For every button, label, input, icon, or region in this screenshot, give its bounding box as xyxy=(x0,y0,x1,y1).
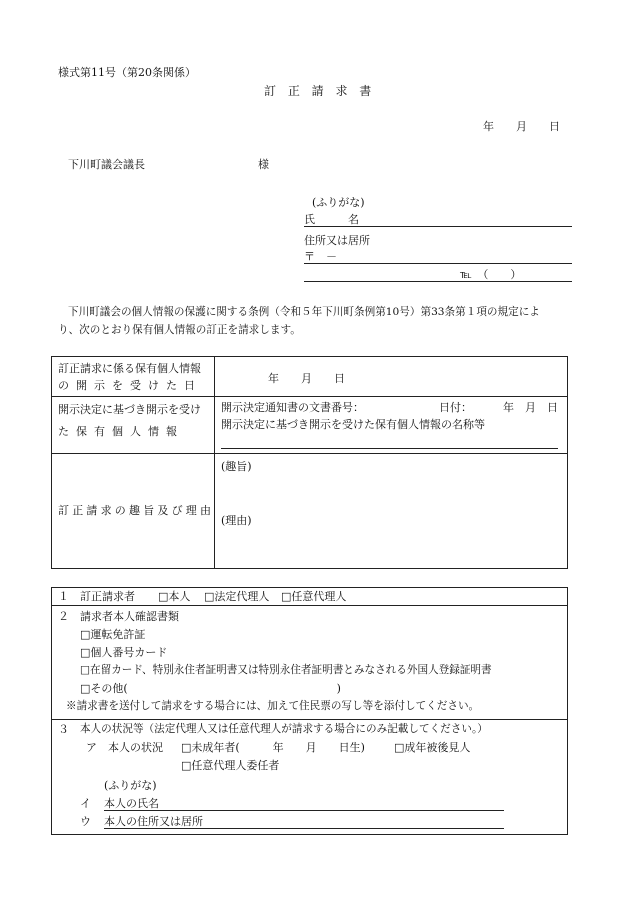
id-option-other[interactable]: □その他( ) xyxy=(80,682,341,695)
principal-address-underline[interactable] xyxy=(104,828,504,829)
section-2-label: 請求者本人確認書類 xyxy=(80,610,179,623)
request-table-rule-1 xyxy=(51,396,567,397)
request-table-rule-2 xyxy=(51,453,567,454)
principal-address-label: 本人の住所又は居所 xyxy=(104,815,203,828)
principal-name-label: 本人の氏名 xyxy=(104,797,159,810)
section-1-number: １ xyxy=(58,590,69,603)
requester-option-legal-agent[interactable]: □法定代理人 xyxy=(204,590,270,603)
postal-label: 〒 － xyxy=(304,250,337,263)
principal-status-label: ア 本人の状況 xyxy=(86,741,163,754)
disclosure-date-label-2: の開示を受けた日 xyxy=(58,379,202,392)
info-name-label: 開示決定に基づき開示を受けた保有個人情報の名称等 xyxy=(221,418,485,431)
status-option-adult-ward[interactable]: □成年被後見人 xyxy=(394,741,471,754)
furigana-label: (ふりがな) xyxy=(312,196,365,209)
name-underline[interactable] xyxy=(304,226,572,227)
section-3-number: ３ xyxy=(58,723,69,736)
doc-number-label: 開示決定通知書の文書番号： xyxy=(221,401,364,414)
status-option-minor[interactable]: □未成年者( 年 月 日生) xyxy=(181,741,365,754)
disclosed-info-label-2: た保有個人情報 xyxy=(58,425,184,438)
info-table-rule-2 xyxy=(51,719,567,720)
id-option-residence-card[interactable]: □在留カード、特別永住者証明書又は特別永住者証明書とみなされる外国人登録証明書 xyxy=(80,664,492,676)
tel-label: ℡ （ ） xyxy=(460,268,522,281)
purpose-reason-label: 訂正請求の趣旨及び理由 xyxy=(58,504,215,517)
principal-name-underline[interactable] xyxy=(104,810,504,811)
section-2-number: ２ xyxy=(58,610,69,623)
addressee: 下川町議会議長 xyxy=(68,158,145,171)
id-note: ※請求書を送付して請求をする場合には、加えて住民票の写し等を添付してください。 xyxy=(66,700,480,712)
id-option-mynumber[interactable]: □個人番号カード xyxy=(80,646,168,659)
doc-date-label: 日付： xyxy=(439,401,472,414)
requester-option-self[interactable]: □本人 xyxy=(158,590,191,603)
address-underline[interactable] xyxy=(304,263,572,264)
principal-address-marker: ウ xyxy=(80,815,91,828)
info-name-underline[interactable] xyxy=(221,448,558,449)
doc-date-value[interactable]: 年 月 日 xyxy=(503,401,558,414)
request-table-divider xyxy=(214,356,215,568)
requester-option-voluntary-agent[interactable]: □任意代理人 xyxy=(281,590,347,603)
honorific: 様 xyxy=(258,158,269,171)
reason-label: (理由) xyxy=(221,514,252,527)
page-title: 訂 正 請 求 書 xyxy=(264,84,376,98)
form-id: 様式第11号（第20条関係） xyxy=(58,66,196,79)
status-option-delegator[interactable]: □任意代理人委任者 xyxy=(181,759,280,772)
disclosure-date-label-1: 訂正請求に係る保有個人情報 xyxy=(58,362,201,375)
intro-line2: り、次のとおり保有個人情報の訂正を請求します。 xyxy=(58,324,301,336)
tel-underline[interactable] xyxy=(304,281,572,282)
section-1-label: 訂正請求者 xyxy=(80,590,135,603)
address-label: 住所又は居所 xyxy=(304,234,370,247)
principal-furigana-label: (ふりがな) xyxy=(104,779,157,792)
purpose-label: (趣旨) xyxy=(221,460,252,473)
name-label: 氏 名 xyxy=(304,213,359,226)
disclosed-info-label-1: 開示決定に基づき開示を受け xyxy=(58,403,201,416)
date-line: 年 月 日 xyxy=(483,120,560,133)
disclosure-date-value[interactable]: 年 月 日 xyxy=(268,372,345,385)
id-option-license[interactable]: □運転免許証 xyxy=(80,628,146,641)
section-3-label: 本人の状況等（法定代理人又は任意代理人が請求する場合にのみ記載してください。） xyxy=(80,723,488,735)
principal-name-marker: イ xyxy=(80,797,91,810)
intro-line1: 下川町議会の個人情報の保護に関する条例（令和５年下川町条例第10号）第33条第１項の規定によ xyxy=(68,306,540,318)
info-table-rule-1 xyxy=(51,605,567,606)
